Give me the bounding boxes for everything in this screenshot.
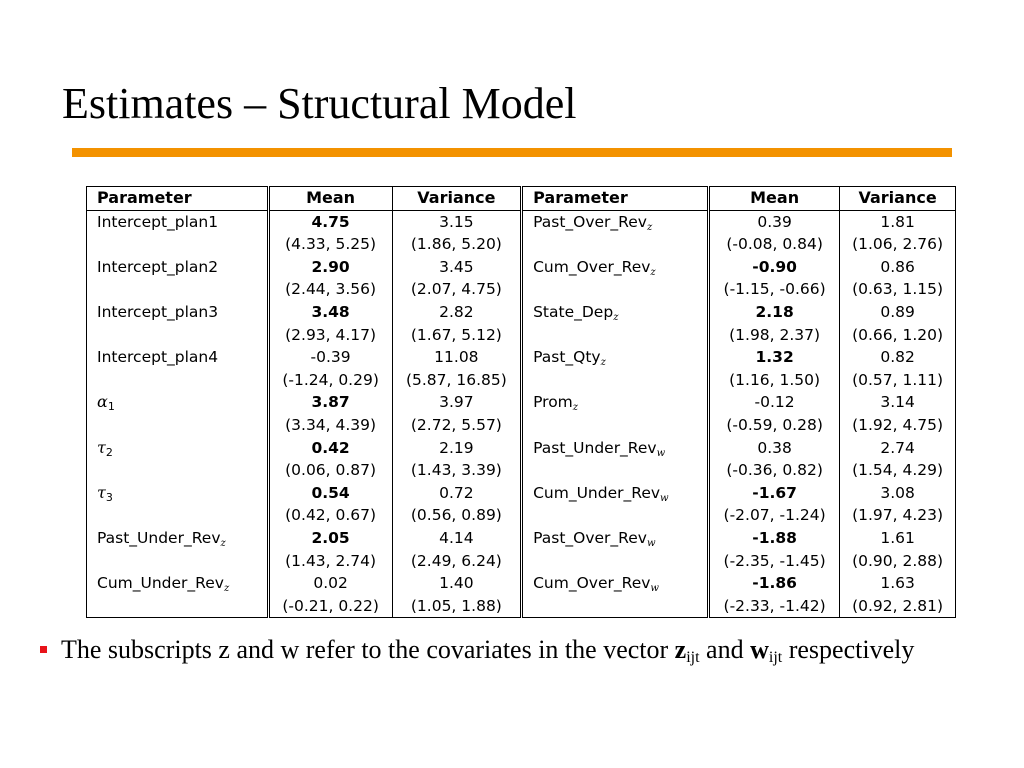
table-row-interval [87, 459, 956, 482]
param-name-left [87, 572, 269, 595]
mean-interval: (1.16, 1.50) [709, 369, 840, 392]
table-row-interval [87, 369, 956, 392]
param-label: Intercept_plan2 [97, 257, 219, 276]
table-row [87, 572, 956, 595]
param-subscript: w [646, 537, 656, 549]
param-name-empty [87, 233, 269, 256]
param-name-empty [87, 595, 269, 618]
mean-value: 0.54 [268, 482, 392, 505]
param-subscript: 1 [107, 400, 115, 414]
mean-value: 0.42 [268, 437, 392, 460]
param-subscript: w [656, 447, 666, 459]
mean-interval: (0.42, 0.67) [268, 504, 392, 527]
param-subscript: z [650, 266, 656, 278]
param-label: τ [97, 437, 106, 457]
mean-interval: (2.93, 4.17) [268, 324, 392, 347]
variance-interval: (0.57, 1.11) [840, 369, 956, 392]
param-subscript: z [220, 537, 226, 549]
variance-value: 3.97 [392, 391, 521, 414]
param-name-empty [522, 459, 709, 482]
param-subscript: 2 [105, 445, 113, 459]
mean-interval: (-0.08, 0.84) [709, 233, 840, 256]
param-name-empty [87, 369, 269, 392]
param-name-left [87, 391, 269, 414]
param-label: Intercept_plan4 [97, 348, 219, 367]
param-label: Cum_Over_Rev [533, 574, 651, 593]
param-subscript: z [223, 583, 230, 595]
param-name-right [522, 301, 709, 324]
variance-value: 0.72 [392, 482, 521, 505]
param-name-right [522, 346, 709, 369]
param-name-right [522, 482, 709, 505]
param-name-empty [87, 414, 269, 437]
mean-value: 2.18 [709, 301, 840, 324]
mean-value: 2.90 [268, 256, 392, 279]
table-body [87, 210, 956, 618]
variance-interval: (2.07, 4.75) [392, 278, 521, 301]
header-parameter-right: Parameter [522, 187, 709, 211]
table-row [87, 210, 956, 233]
table-row-interval [87, 504, 956, 527]
variance-interval: (0.63, 1.15) [840, 278, 956, 301]
footnote [36, 632, 1006, 668]
mean-interval: (-1.15, -0.66) [709, 278, 840, 301]
estimates-table [86, 186, 956, 618]
variance-value: 1.63 [840, 572, 956, 595]
title-underline [72, 148, 952, 157]
param-name-left [87, 301, 269, 324]
param-name-left [87, 437, 269, 460]
header-mean-left: Mean [268, 187, 392, 211]
param-name-empty [522, 278, 709, 301]
mean-value: -1.86 [709, 572, 840, 595]
param-name-empty [522, 595, 709, 618]
param-label: Cum_Under_Rev [533, 483, 661, 502]
variance-value: 3.15 [392, 210, 521, 233]
param-label: Intercept_plan1 [97, 212, 219, 231]
mean-interval: (-2.07, -1.24) [709, 504, 840, 527]
mean-value: 0.39 [709, 210, 840, 233]
mean-interval: (1.98, 2.37) [709, 324, 840, 347]
mean-value: -0.90 [709, 256, 840, 279]
variance-interval: (1.86, 5.20) [392, 233, 521, 256]
variance-interval: (0.66, 1.20) [840, 324, 956, 347]
table-row [87, 301, 956, 324]
param-subscript: 3 [105, 490, 113, 504]
mean-interval: (-0.21, 0.22) [268, 595, 392, 618]
note-text-after: respectively [782, 635, 915, 664]
variance-value: 3.45 [392, 256, 521, 279]
param-label: Past_Qty [533, 348, 601, 367]
variance-value: 3.14 [840, 391, 956, 414]
variance-value: 1.81 [840, 210, 956, 233]
table-row [87, 346, 956, 369]
mean-interval: (3.34, 4.39) [268, 414, 392, 437]
param-label: Past_Over_Rev [533, 212, 647, 231]
param-label: Past_Over_Rev [533, 528, 647, 547]
variance-interval: (1.54, 4.29) [840, 459, 956, 482]
param-subscript: w [650, 583, 659, 595]
variance-interval: (0.56, 0.89) [392, 504, 521, 527]
variance-value: 11.08 [392, 346, 521, 369]
variance-interval: (0.92, 2.81) [840, 595, 956, 618]
mean-value: 0.02 [268, 572, 392, 595]
table-row [87, 482, 956, 505]
variance-interval: (1.92, 4.75) [840, 414, 956, 437]
param-label: α [97, 392, 108, 412]
table-row [87, 437, 956, 460]
mean-value: -1.88 [709, 527, 840, 550]
table-row-interval [87, 595, 956, 618]
header-parameter-left: Parameter [87, 187, 269, 211]
variance-interval: (1.97, 4.23) [840, 504, 956, 527]
table-row [87, 527, 956, 550]
table-row-interval [87, 324, 956, 347]
param-name-empty [87, 324, 269, 347]
mean-value: 3.87 [268, 391, 392, 414]
variance-value: 2.19 [392, 437, 521, 460]
param-name-empty [522, 504, 709, 527]
variance-value: 2.82 [392, 301, 521, 324]
mean-interval: (1.43, 2.74) [268, 550, 392, 573]
param-label: Intercept_plan3 [97, 302, 219, 321]
param-name-empty [522, 414, 709, 437]
variance-value: 1.61 [840, 527, 956, 550]
variance-interval: (2.72, 5.57) [392, 414, 521, 437]
table-row-interval [87, 233, 956, 256]
variance-interval: (1.67, 5.12) [392, 324, 521, 347]
mean-interval: (-0.59, 0.28) [709, 414, 840, 437]
param-subscript: z [613, 311, 619, 323]
param-name-left [87, 346, 269, 369]
variance-value: 1.40 [392, 572, 521, 595]
param-name-empty [87, 459, 269, 482]
param-name-empty [522, 233, 709, 256]
variance-interval: (0.90, 2.88) [840, 550, 956, 573]
header-variance-right: Variance [840, 187, 956, 211]
param-label: τ [97, 482, 106, 502]
mean-value: 3.48 [268, 301, 392, 324]
param-name-right [522, 572, 709, 595]
header-mean-right: Mean [709, 187, 840, 211]
vector-w: w [750, 635, 769, 664]
vector-z-subscript: ijt [686, 649, 700, 666]
mean-interval: (-2.33, -1.42) [709, 595, 840, 618]
param-name-left [87, 210, 269, 233]
param-name-empty [87, 504, 269, 527]
variance-value: 0.86 [840, 256, 956, 279]
vector-w-subscript: ijt [768, 649, 783, 666]
mean-value: 2.05 [268, 527, 392, 550]
mean-interval: (-0.36, 0.82) [709, 459, 840, 482]
vector-z: z [674, 635, 687, 664]
mean-interval: (4.33, 5.25) [268, 233, 392, 256]
param-name-empty [87, 550, 269, 573]
table-row [87, 391, 956, 414]
table-row [87, 256, 956, 279]
variance-value: 3.08 [840, 482, 956, 505]
param-label: Cum_Over_Rev [533, 257, 651, 276]
variance-interval: (2.49, 6.24) [392, 550, 521, 573]
variance-value: 0.89 [840, 301, 956, 324]
param-name-left [87, 482, 269, 505]
table-row-interval [87, 278, 956, 301]
param-label: Past_Under_Rev [97, 528, 221, 547]
param-subscript: z [646, 221, 653, 233]
param-name-empty [522, 550, 709, 573]
mean-value: 0.38 [709, 437, 840, 460]
mean-value: 4.75 [268, 210, 392, 233]
param-name-right [522, 391, 709, 414]
variance-interval: (1.43, 3.39) [392, 459, 521, 482]
param-name-right [522, 527, 709, 550]
variance-value: 2.74 [840, 437, 956, 460]
param-subscript: z [600, 357, 606, 369]
mean-value: 1.32 [709, 346, 840, 369]
bullet-icon [40, 646, 47, 653]
param-name-left [87, 256, 269, 279]
param-name-left [87, 527, 269, 550]
variance-interval: (5.87, 16.85) [392, 369, 521, 392]
variance-interval: (1.06, 2.76) [840, 233, 956, 256]
table-row-interval [87, 550, 956, 573]
header-variance-left: Variance [392, 187, 521, 211]
param-label: Cum_Under_Rev [97, 574, 224, 593]
mean-interval: (2.44, 3.56) [268, 278, 392, 301]
note-text-before: The subscripts z and w refer to the covariates in the vector [61, 635, 675, 664]
variance-value: 4.14 [392, 527, 521, 550]
slide-title: Estimates – Structural Model [62, 79, 577, 128]
param-label: Prom [533, 393, 573, 412]
estimates-table-container [86, 186, 956, 618]
param-label: State_Dep [533, 302, 614, 321]
mean-interval: (0.06, 0.87) [268, 459, 392, 482]
param-subscript: w [660, 492, 669, 504]
param-name-empty [87, 278, 269, 301]
mean-value: -0.39 [268, 346, 392, 369]
mean-interval: (-1.24, 0.29) [268, 369, 392, 392]
param-name-right [522, 256, 709, 279]
mean-interval: (-2.35, -1.45) [709, 550, 840, 573]
param-name-empty [522, 369, 709, 392]
mean-value: -0.12 [709, 391, 840, 414]
param-subscript: z [572, 402, 579, 414]
table-row-interval [87, 414, 956, 437]
table-header-row [87, 187, 956, 211]
mean-value: -1.67 [709, 482, 840, 505]
param-name-right [522, 210, 709, 233]
note-text-mid: and [699, 635, 751, 664]
param-name-empty [522, 324, 709, 347]
variance-value: 0.82 [840, 346, 956, 369]
param-label: Past_Under_Rev [533, 438, 657, 457]
variance-interval: (1.05, 1.88) [392, 595, 521, 618]
param-name-right [522, 437, 709, 460]
